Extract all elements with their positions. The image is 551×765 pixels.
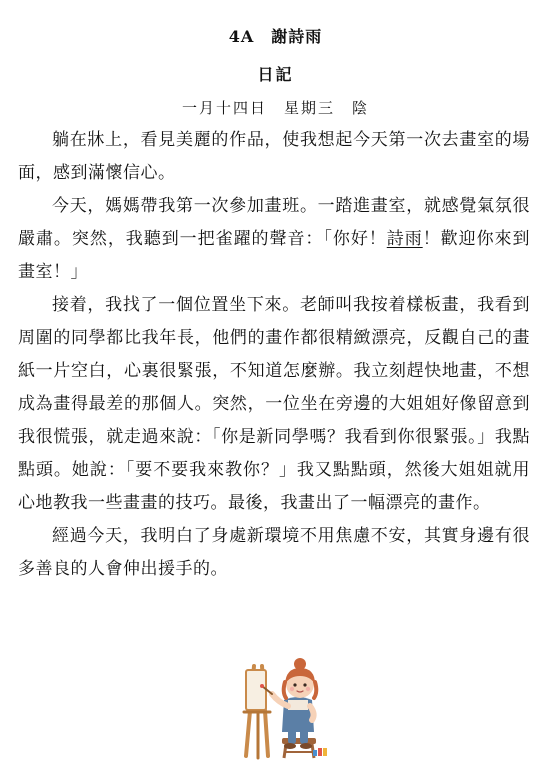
class-and-name: 4A 謝詩雨 [228,27,323,46]
paragraph-1: 躺在牀上，看見美麗的作品，使我想起今天第一次去畫室的場面，感到滿懷信心。 [18,130,530,183]
underlined-name: 詩雨 [386,229,423,249]
paragraph-3: 接着，我找了一個位置坐下來。老師叫我按着樣板畫，我看到周圍的同學都比我年長，他們的畫作都很精緻漂亮，反觀自己的畫紙一片空白，心裏很緊張，不知道怎麼辦。我立刻趕快地畫，不想成為畫得最差的那個人。突然，一位坐在旁邊的大姐姐好像留意到我很慌張，就走過來說：「你是新同學嗎？我看到你很緊張。」我點點頭。她說：「要不要我來教你？」我又點點頭，然後大姐姐就用心地教我一些畫畫的技巧。最後，我畫出了一幅漂亮的畫作。 [18,295,530,513]
paragraph-2-text-before: 今天，媽媽帶我第一次參加畫班。一踏進畫室，就感覺氣氛很嚴肅。突然，我聽到一把雀躍的聲音：「你好！ [18,196,530,249]
girl-painting-at-easel-icon [240,656,330,760]
paragraph-2 [18,190,530,289]
diary-title: 日記 [257,65,294,84]
date-weather-line: 一月十四日 星期三 陰 [181,99,369,117]
paragraph-4: 經過今天，我明白了身處新環境不用焦慮不安，其實身邊有很多善良的人會伸出援手的。 [18,526,530,579]
diary-body [18,124,530,586]
paragraph-2-text-after: ！歡迎你來到畫室！」 [18,229,531,282]
